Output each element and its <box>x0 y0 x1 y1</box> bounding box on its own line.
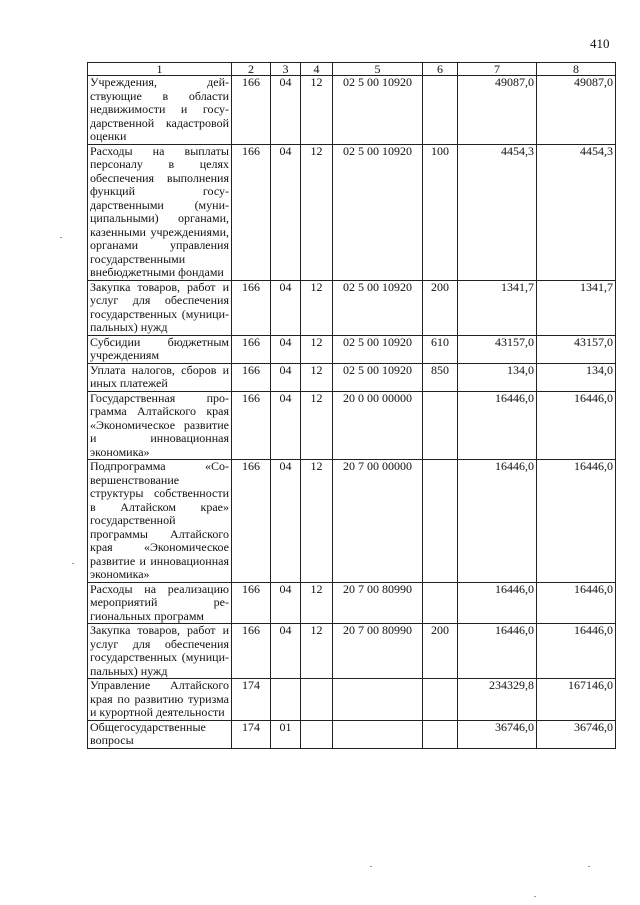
header-cell: 3 <box>271 63 301 76</box>
cell-subsection: 12 <box>301 335 333 363</box>
cell-section: 04 <box>271 624 301 679</box>
cell-expense-type <box>423 582 458 624</box>
header-cell: 1 <box>88 63 232 76</box>
cell-target-article: 02 5 00 10920 <box>333 280 423 335</box>
cell-amount-1: 36746,0 <box>458 720 537 748</box>
cell-amount-2: 36746,0 <box>537 720 616 748</box>
table-body <box>88 76 616 749</box>
cell-expense-type <box>423 460 458 583</box>
cell-name: Расходы на реализацию мероприятий региональных программ <box>88 582 232 624</box>
cell-ministry-code: 166 <box>232 582 271 624</box>
cell-name: Расходы на выплаты персоналу в целях обеспечения выполнения функций государственными (муниципальными) органами, казенными учреждениями, органами управления государственными внебюджетными фондами <box>88 144 232 280</box>
cell-amount-2: 16446,0 <box>537 391 616 460</box>
header-cell: 4 <box>301 63 333 76</box>
cell-ministry-code: 174 <box>232 720 271 748</box>
cell-ministry-code: 166 <box>232 363 271 391</box>
cell-subsection <box>301 679 333 721</box>
cell-amount-1: 134,0 <box>458 363 537 391</box>
cell-amount-1: 4454,3 <box>458 144 537 280</box>
header-row <box>88 63 616 76</box>
cell-section: 04 <box>271 335 301 363</box>
cell-section: 04 <box>271 460 301 583</box>
scan-speck <box>588 866 590 867</box>
cell-target-article: 20 7 00 80990 <box>333 582 423 624</box>
cell-section: 04 <box>271 582 301 624</box>
cell-amount-1: 49087,0 <box>458 76 537 145</box>
cell-section: 01 <box>271 720 301 748</box>
cell-expense-type <box>423 720 458 748</box>
cell-amount-2: 4454,3 <box>537 144 616 280</box>
cell-name: Учреждения, действующие в области недвижимости и государственной кадастровой оценки <box>88 76 232 145</box>
table-row <box>88 363 616 391</box>
cell-section: 04 <box>271 363 301 391</box>
cell-expense-type: 100 <box>423 144 458 280</box>
table-row <box>88 720 616 748</box>
table-header <box>88 63 616 76</box>
cell-amount-2: 1341,7 <box>537 280 616 335</box>
header-cell: 5 <box>333 63 423 76</box>
cell-amount-2: 167146,0 <box>537 679 616 721</box>
cell-ministry-code: 166 <box>232 144 271 280</box>
cell-subsection: 12 <box>301 363 333 391</box>
cell-amount-2: 16446,0 <box>537 624 616 679</box>
cell-target-article: 20 7 00 80990 <box>333 624 423 679</box>
scan-speck <box>60 237 62 238</box>
cell-amount-1: 16446,0 <box>458 582 537 624</box>
cell-ministry-code: 174 <box>232 679 271 721</box>
cell-section <box>271 679 301 721</box>
cell-amount-2: 43157,0 <box>537 335 616 363</box>
cell-name: Субсидии бюджетным учреждениям <box>88 335 232 363</box>
cell-name: Подпрограмма «Совершенствование структуры собственности в Алтайском крае» государственной программы Алтайского края «Экономическое развитие и инновационная экономика» <box>88 460 232 583</box>
cell-name: Общегосударственные вопросы <box>88 720 232 748</box>
cell-amount-1: 1341,7 <box>458 280 537 335</box>
cell-subsection: 12 <box>301 391 333 460</box>
header-cell: 6 <box>423 63 458 76</box>
budget-table <box>87 62 616 749</box>
table-row <box>88 76 616 145</box>
cell-amount-2: 134,0 <box>537 363 616 391</box>
cell-name: Уплата налогов, сборов и иных платежей <box>88 363 232 391</box>
cell-target-article: 02 5 00 10920 <box>333 76 423 145</box>
table-row <box>88 624 616 679</box>
table-row <box>88 144 616 280</box>
scan-speck <box>72 563 74 564</box>
cell-expense-type: 200 <box>423 280 458 335</box>
cell-section: 04 <box>271 144 301 280</box>
table-row <box>88 280 616 335</box>
cell-subsection: 12 <box>301 280 333 335</box>
cell-expense-type: 610 <box>423 335 458 363</box>
cell-amount-1: 43157,0 <box>458 335 537 363</box>
header-cell: 7 <box>458 63 537 76</box>
cell-expense-type <box>423 679 458 721</box>
table-row <box>88 335 616 363</box>
cell-expense-type: 200 <box>423 624 458 679</box>
table-row <box>88 460 616 583</box>
header-cell: 2 <box>232 63 271 76</box>
cell-section: 04 <box>271 280 301 335</box>
cell-amount-2: 16446,0 <box>537 582 616 624</box>
cell-subsection <box>301 720 333 748</box>
cell-expense-type <box>423 76 458 145</box>
header-cell: 8 <box>537 63 616 76</box>
cell-expense-type: 850 <box>423 363 458 391</box>
cell-ministry-code: 166 <box>232 624 271 679</box>
cell-ministry-code: 166 <box>232 460 271 583</box>
table-row <box>88 679 616 721</box>
cell-ministry-code: 166 <box>232 76 271 145</box>
cell-name: Государственная программа Алтайского края «Экономическое развитие и инновационная экономика» <box>88 391 232 460</box>
cell-subsection: 12 <box>301 582 333 624</box>
cell-section: 04 <box>271 391 301 460</box>
scan-speck <box>370 866 372 867</box>
cell-ministry-code: 166 <box>232 391 271 460</box>
cell-amount-1: 16446,0 <box>458 624 537 679</box>
scan-speck <box>534 896 536 897</box>
cell-subsection: 12 <box>301 144 333 280</box>
table-row <box>88 582 616 624</box>
cell-target-article: 20 0 00 00000 <box>333 391 423 460</box>
cell-subsection: 12 <box>301 624 333 679</box>
cell-target-article <box>333 720 423 748</box>
cell-section: 04 <box>271 76 301 145</box>
cell-amount-2: 49087,0 <box>537 76 616 145</box>
table-row <box>88 391 616 460</box>
cell-target-article: 20 7 00 00000 <box>333 460 423 583</box>
cell-amount-1: 234329,8 <box>458 679 537 721</box>
page-number: 410 <box>590 36 610 51</box>
cell-name: Закупка товаров, работ и услуг для обеспечения государственных (муниципальных) нужд <box>88 624 232 679</box>
cell-amount-1: 16446,0 <box>458 391 537 460</box>
cell-name: Закупка товаров, работ и услуг для обеспечения государственных (муниципальных) нужд <box>88 280 232 335</box>
cell-name: Управление Алтайского края по развитию туризма и курортной деятельности <box>88 679 232 721</box>
cell-subsection: 12 <box>301 460 333 583</box>
cell-amount-1: 16446,0 <box>458 460 537 583</box>
cell-target-article: 02 5 00 10920 <box>333 144 423 280</box>
cell-target-article <box>333 679 423 721</box>
cell-ministry-code: 166 <box>232 335 271 363</box>
cell-target-article: 02 5 00 10920 <box>333 363 423 391</box>
cell-amount-2: 16446,0 <box>537 460 616 583</box>
cell-subsection: 12 <box>301 76 333 145</box>
cell-expense-type <box>423 391 458 460</box>
cell-target-article: 02 5 00 10920 <box>333 335 423 363</box>
cell-ministry-code: 166 <box>232 280 271 335</box>
